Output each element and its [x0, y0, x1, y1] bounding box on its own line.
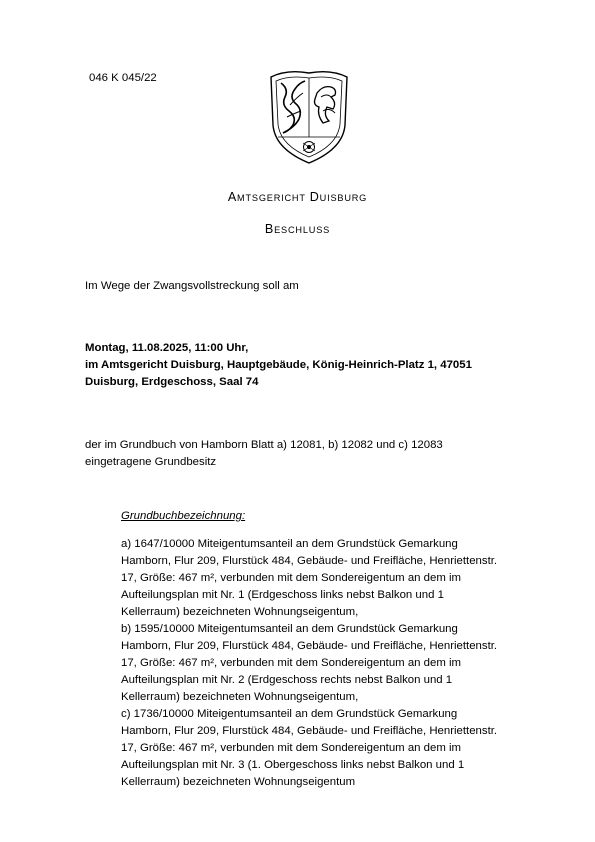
court-word2-initial: D	[309, 190, 320, 204]
description-line: a) 1647/10000 Miteigentumsanteil an dem Grundstück Gemarkung	[121, 538, 458, 550]
grundbuch-intro	[85, 437, 443, 471]
description-line: Hamborn, Flur 209, Flurstück 484, Gebäude- und Freifläche, Henriettenstr.	[121, 725, 498, 737]
description-line: 17, Größe: 467 m², verbunden mit dem Sondereigentum an dem im	[121, 742, 461, 754]
description-line: Hamborn, Flur 209, Flurstück 484, Gebäude- und Freifläche, Henriettenstr.	[121, 640, 498, 652]
nrw-coat-of-arms-icon	[265, 67, 353, 167]
document-type-heading	[0, 222, 595, 236]
court-word1-rest: MTSGERICHT	[237, 193, 306, 203]
description-line: Aufteilungsplan mit Nr. 3 (1. Obergeschoss links nebst Balkon und 1	[121, 759, 465, 771]
grundbuch-heading: Grundbuchbezeichnung:	[121, 510, 246, 522]
termin-block	[85, 340, 472, 391]
description-line: Aufteilungsplan mit Nr. 1 (Erdgeschoss links nebst Balkon und 1	[121, 589, 444, 601]
grundbuch-line: eingetragene Grundbesitz	[85, 456, 217, 468]
beschluss-rest: ESCHLUSS	[274, 225, 331, 235]
intro-text: Im Wege der Zwangsvollstreckung soll am	[85, 280, 299, 292]
termin-line: Montag, 11.08.2025, 11:00 Uhr,	[85, 342, 249, 354]
description-line: b) 1595/10000 Miteigentumsanteil an dem Grundstück Gemarkung	[121, 623, 458, 635]
description-line: Kellerraum) bezeichneten Wohnungseigentum,	[121, 606, 359, 618]
termin-line: Duisburg, Erdgeschoss, Saal 74	[85, 376, 259, 388]
description-line: Kellerraum) bezeichneten Wohnungseigentum,	[121, 691, 359, 703]
termin-line: im Amtsgericht Duisburg, Hauptgebäude, König-Heinrich-Platz 1, 47051	[85, 359, 472, 371]
grundbuch-description	[121, 536, 497, 791]
description-line: Hamborn, Flur 209, Flurstück 484, Gebäude- und Freifläche, Henriettenstr.	[121, 555, 498, 567]
court-word2-rest: UISBURG	[319, 193, 368, 203]
aktenzeichen: 046 K 045/22	[89, 72, 157, 84]
description-line: c) 1736/10000 Miteigentumsanteil an dem Grundstück Gemarkung	[121, 708, 458, 720]
grundbuch-line: der im Grundbuch von Hamborn Blatt a) 12081, b) 12082 und c) 12083	[85, 439, 443, 451]
court-word1-initial: A	[227, 190, 238, 204]
court-name	[0, 190, 595, 204]
description-line: Kellerraum) bezeichneten Wohnungseigentum	[121, 776, 356, 788]
description-line: 17, Größe: 467 m², verbunden mit dem Sondereigentum an dem im	[121, 572, 461, 584]
beschluss-initial: B	[264, 222, 275, 236]
description-line: Aufteilungsplan mit Nr. 2 (Erdgeschoss rechts nebst Balkon und 1	[121, 674, 453, 686]
description-line: 17, Größe: 467 m², verbunden mit dem Sondereigentum an dem im	[121, 657, 461, 669]
